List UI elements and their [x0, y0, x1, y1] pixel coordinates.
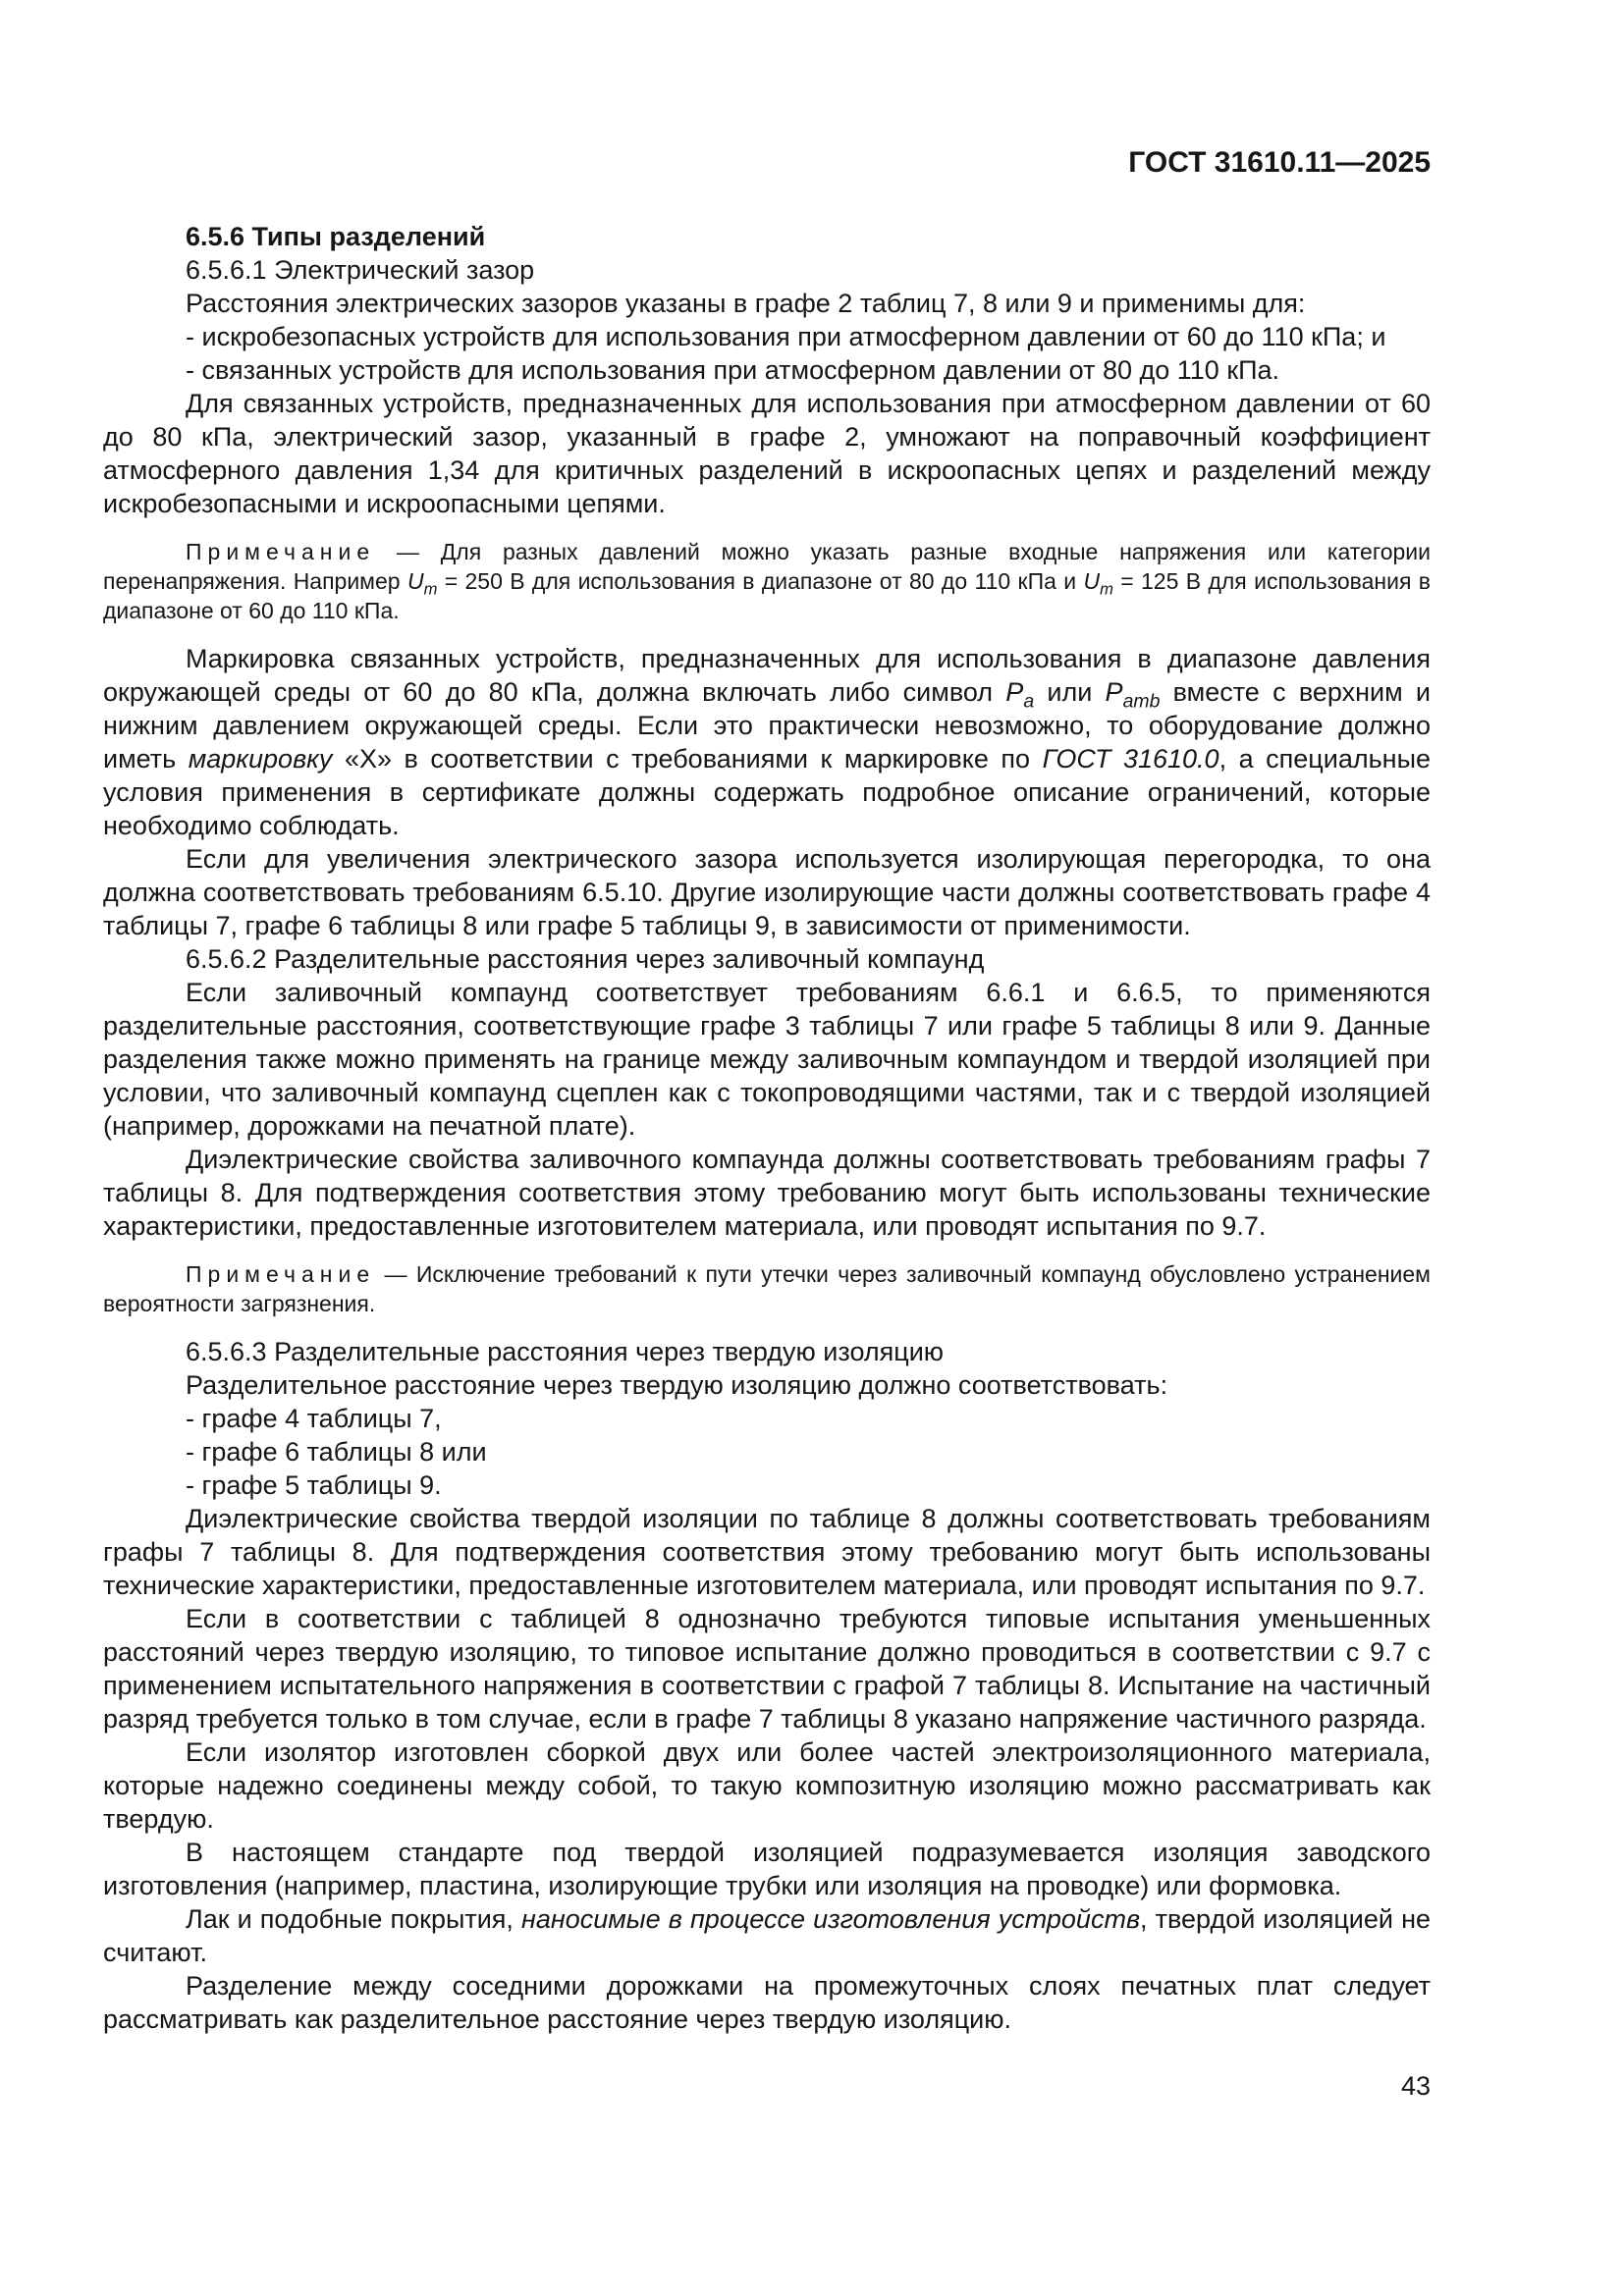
paragraph: 6.5.6.2 Разделительные расстояния через заливочный компаунд	[186, 944, 985, 974]
section-heading: 6.5.6 Типы разделений	[186, 222, 486, 251]
paragraph: Диэлектрические свойства твердой изоляции по таблице 8 должны соответствовать требованиям графы 7 таблицы 8. Для подтверждения соответствия этому требованию могут быть использованы технические характеристики, предоставленные изготовителем материала, или проводят испытания по 9.7.	[103, 1504, 1431, 1600]
paragraph: - связанных устройств для использования при атмосферном давлении от 80 до 110 кПа.	[186, 355, 1280, 385]
page-number: 43	[1400, 2071, 1431, 2101]
note-paragraph: Примечание — Исключение требований к пути утечки через заливочный компаунд обусловлено устранением вероятности загрязнения.	[103, 1261, 1431, 1316]
paragraph: 6.5.6.3 Разделительные расстояния через твердую изоляцию	[186, 1337, 945, 1366]
paragraph: Расстояния электрических зазоров указаны в графе 2 таблиц 7, 8 или 9 и применимы для:	[186, 289, 1306, 318]
paragraph: Если в соответствии с таблицей 8 однозначно требуются типовые испытания уменьшенных расстояний через твердую изоляцию, то типовое испытание должно проводиться в соответствии с 9.7 с применением испытательного напряжения в соответствии с графой 7 таблицы 8. Испытание на частичный разряд требуется только в том случае, если в графе 7 таблицы 8 указано напряжение частичного разряда.	[103, 1604, 1431, 1734]
paragraph: Если заливочный компаунд соответствует требованиям 6.6.1 и 6.6.5, то применяются разделительные расстояния, соответствующие графе 3 таблицы 7 или графе 5 таблицы 8 или 9. Данные разделения также можно применять на границе между заливочным компаундом и твердой изоляцией при условии, что заливочный компаунд сцеплен как с токопроводящими частями, так и с твердой изоляцией (например, дорожками на печатной плате).	[103, 978, 1431, 1141]
paragraph: Маркировка связанных устройств, предназначенных для использования в диапазоне давления окружающей среды от 60 до 80 кПа, должна включать либо символ $P_a$ или $P_{amb}$ вместе с верхним и нижним давлением окружающей среды. Если это практически невозможно, то оборудование должно иметь маркировку «Х» в соответствии с требованиями к маркировке по ГОСТ 31610.0, а специальные условия применения в сертификате должны содержать подробное описание ограничений, которые необходимо соблюдать.	[103, 644, 1431, 840]
standard-designation-header: ГОСТ 31610.11—2025	[1128, 146, 1431, 179]
paragraph: Для связанных устройств, предназначенных для использования при атмосферном давлении от 60 до 80 кПа, электрический зазор, указанный в графе 2, умножают на поправочный коэффициент атмосферного давления 1,34 для критичных разделений в искроопасных цепях и разделений между искробезопасными и искроопасными цепями.	[103, 389, 1431, 518]
paragraph: - графе 4 таблицы 7,	[186, 1404, 442, 1433]
paragraph: - графе 5 таблицы 9.	[186, 1470, 442, 1500]
paragraph: Разделение между соседними дорожками на промежуточных слоях печатных плат следует рассматривать как разделительное расстояние через твердую изоляцию.	[103, 1971, 1431, 2034]
paragraph: 6.5.6.1 Электрический зазор	[186, 255, 535, 285]
note-paragraph: Примечание — Для разных давлений можно указать разные входные напряжения или категории перенапряжения. Например $U_m = 250$ В для использования в диапазоне от 80 до 110 кПа и $U_m = 125$ В для использования в диапазоне от 60 до 110 кПа.	[103, 539, 1431, 623]
paragraph: - искробезопасных устройств для использования при атмосферном давлении от 60 до 110 кПа; и	[186, 322, 1386, 351]
paragraph: Разделительное расстояние через твердую изоляцию должно соответствовать:	[186, 1370, 1168, 1400]
paragraph: - графе 6 таблицы 8 или	[186, 1437, 487, 1467]
paragraph: В настоящем стандарте под твердой изоляцией подразумевается изоляция заводского изготовления (например, пластина, изолирующие трубки или изоляция на проводке) или формовка.	[103, 1838, 1431, 1900]
paragraph: Если изолятор изготовлен сборкой двух или более частей электроизоляционного материала, которые надежно соединены между собой, то такую композитную изоляцию можно рассматривать как твердую.	[103, 1737, 1431, 1834]
document-content	[103, 220, 1431, 2036]
paragraph: Диэлектрические свойства заливочного компаунда должны соответствовать требованиям графы 7 таблицы 8. Для подтверждения соответствия этому требованию могут быть использованы технические характеристики, предоставленные изготовителем материала, или проводят испытания по 9.7.	[103, 1145, 1431, 1241]
paragraph: Лак и подобные покрытия, наносимые в процессе изготовления устройств, твердой изоляцией не считают.	[103, 1904, 1431, 1967]
note-label: Примечание	[186, 1261, 376, 1287]
note-label: Примечание	[186, 539, 376, 564]
paragraph: Если для увеличения электрического зазора используется изолирующая перегородка, то она должна соответствовать требованиям 6.5.10. Другие изолирующие части должны соответствовать графе 4 таблицы 7, графе 6 таблицы 8 или графе 5 таблицы 9, в зависимости от применимости.	[103, 844, 1431, 940]
